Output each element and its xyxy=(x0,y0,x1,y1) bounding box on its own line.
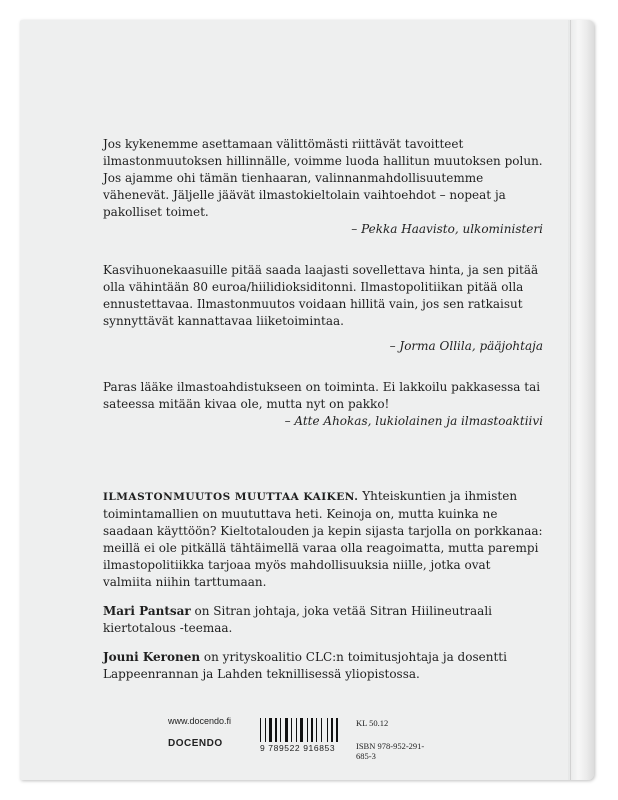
barcode-bar xyxy=(280,718,281,742)
book-back-cover xyxy=(20,20,594,780)
publisher-logo: DOCENDO xyxy=(168,738,223,749)
barcode-bar xyxy=(318,718,320,742)
quote-2-text: Kasvihuonekaasuille pitää saada laajasti sovellettava hinta, ja sen pitää olla vähintään 80 euroa/hiilidioksiditonni. Ilmastopolitiikan pitää olla ennustettavaa. Ilmastonmuutos voidaan hillitä vain, jos sen ratkaisut synnyttävät kannattavaa liiketoimintaa. xyxy=(103,263,539,328)
barcode-bar xyxy=(265,718,266,742)
quote-1-author: – Pekka Haavisto, ulkoministeri xyxy=(351,222,543,236)
library-classification: KL 50.12 xyxy=(356,718,389,728)
quote-3-text: Paras lääke ilmastoahdistukseen on toiminta. Ei lakkoilu pakkasessa tai sateessa mitään kivaa ole, mutta nyt on pakko! xyxy=(103,380,541,411)
barcode-bar xyxy=(316,718,317,742)
author-1-bio xyxy=(103,603,543,637)
barcode-bar xyxy=(334,718,335,742)
barcode-bar xyxy=(329,718,330,742)
barcode-bar xyxy=(327,718,328,742)
barcode-bar xyxy=(289,718,290,742)
barcode-bar xyxy=(275,718,277,742)
barcode-bar xyxy=(267,718,268,742)
barcode-bar xyxy=(296,718,297,742)
author-2-bio xyxy=(103,649,543,683)
barcode-bar xyxy=(323,718,326,742)
barcode-bar xyxy=(269,718,272,742)
barcode-bar xyxy=(307,718,308,742)
author-2-name: Jouni Keronen xyxy=(103,650,201,664)
barcode-bar xyxy=(278,718,279,742)
barcode-bar xyxy=(336,718,338,742)
quote-3-author: – Atte Ahokas, lukiolainen ja ilmastoaktiivi xyxy=(284,414,543,428)
author-2-text: on yrityskoalitio CLC:n toimitusjohtaja ja dosentti Lappeenrannan ja Lahden teknillisessä yliopistossa. xyxy=(103,650,507,681)
barcode-bar xyxy=(304,718,306,742)
barcode-bar xyxy=(311,718,313,742)
barcode-bar xyxy=(273,718,274,742)
barcode-bar xyxy=(293,718,295,742)
barcode-bar xyxy=(282,718,284,742)
barcode-bar xyxy=(314,718,315,742)
description-body: Yhteiskuntien ja ihmisten toimintamallien on muututtava heti. Keinoja on, mutta kuinka ne saadaan käyttöön? Kieltotalouden ja kepin sijasta tarjolla on porkkanaa: meillä ei ole pitkällä tähtäimellä varaa olla reagoimatta, mutta parempi ilmastopolitiikka tarjoaa myös mahdollisuuksia niille, jotka ovat valmiita niihin tarttumaan. xyxy=(103,489,543,589)
quote-2-author: – Jorma Ollila, pääjohtaja xyxy=(389,339,543,353)
description xyxy=(103,488,543,591)
publisher-url: www.docendo.fi xyxy=(168,716,232,726)
book-spine-edge xyxy=(568,20,594,780)
isbn: ISBN 978-952-291-685-3 xyxy=(356,741,425,761)
cover-text xyxy=(103,136,543,683)
barcode-bar xyxy=(262,718,264,742)
barcode-bar xyxy=(260,718,261,742)
barcode-digits: 9 789522 916853 xyxy=(260,743,336,753)
publisher-footer xyxy=(168,716,448,764)
barcode-bar xyxy=(300,718,303,742)
barcode-bar xyxy=(298,718,299,742)
barcode-bar xyxy=(309,718,310,742)
author-1-text: on Sitran johtaja, joka vetää Sitran Hiilineutraali kiertotalous -teemaa. xyxy=(103,604,493,635)
barcode-bar xyxy=(291,718,292,742)
barcode-bar xyxy=(321,718,322,742)
barcode-icon xyxy=(260,718,344,742)
barcode-bar xyxy=(331,718,333,742)
barcode-block xyxy=(260,716,430,761)
barcode-bar xyxy=(285,718,288,742)
description-lead: ILMASTONMUUTOS MUUTTAA KAIKEN. xyxy=(103,491,359,503)
author-1-name: Mari Pantsar xyxy=(103,604,191,618)
quote-1-text: Jos kykenemme asettamaan välittömästi riittävät tavoitteet ilmastonmuutoksen hillinnälle, voimme luoda hallitun muutoksen polun. Jos ajamme ohi tämän tienhaaran, valinnanmahdollisuutemme vähenevät. Jäljelle jäävät ilmastokieltolain vaihtoehdot – nopeat ja pakolliset toimet. xyxy=(103,137,543,219)
